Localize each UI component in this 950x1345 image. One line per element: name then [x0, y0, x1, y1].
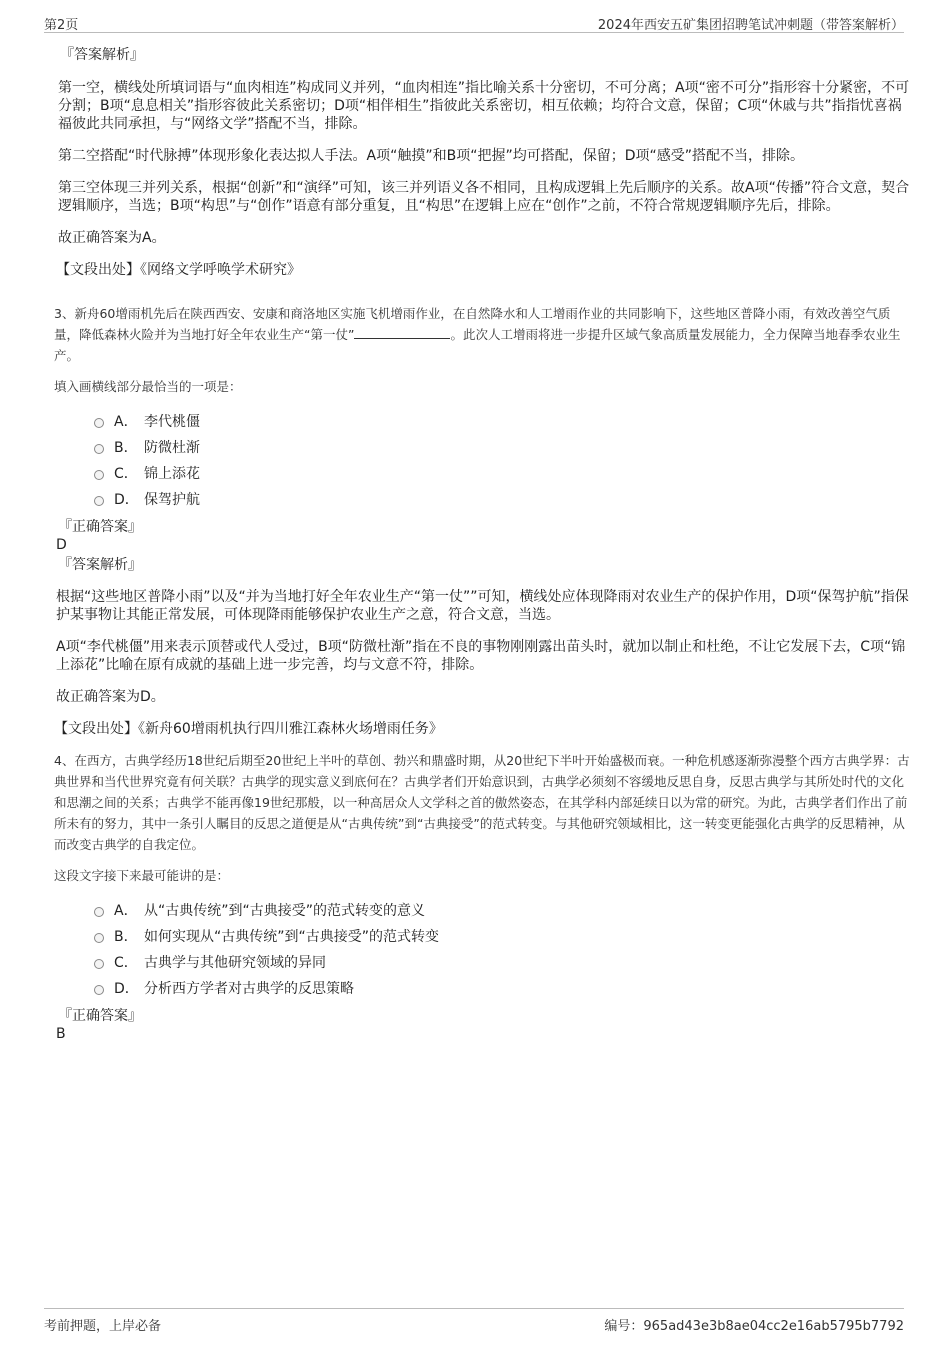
q4-options — [54, 897, 910, 1001]
question-4 — [54, 750, 910, 1043]
footer-slogan: 考前押题，上岸必备 — [44, 1319, 162, 1334]
q3-prompt: 填入画横线部分最恰当的一项是： — [54, 379, 242, 394]
option-text: 古典学与其他研究领域的异同 — [144, 955, 326, 971]
option-letter: A． — [114, 414, 138, 430]
option-letter: D． — [114, 492, 139, 508]
q3-option-b[interactable] — [94, 434, 910, 460]
option-text: 锦上添花 — [144, 466, 200, 482]
q2-analysis-section — [56, 46, 910, 279]
q3-option-c[interactable] — [94, 460, 910, 486]
q3-option-d[interactable] — [94, 486, 910, 512]
q2-final-answer: 故正确答案为A。 — [58, 230, 166, 246]
q2-analysis-paragraph-1: 第一空，横线处所填词语与“血肉相连”构成同义并列，“血肉相连”指比喻关系十分密切，不可分离；A项“密不可分”指形容十分紧密，不可分割；B项“息息相关”指形容彼此关系密切；D项“相伴相生”指彼此关系密切，相互依赖；均符合文意，保留；C项“休戚与共”指指忧喜祸福彼此共同承担，与“网络文学”搭配不当，排除。 — [58, 80, 910, 132]
option-text: 从“古典传统”到“古典接受”的范式转变的意义 — [144, 903, 426, 919]
q3-answer: D — [56, 537, 67, 553]
option-text: 分析西方学者对古典学的反思策略 — [144, 981, 354, 997]
option-letter: B． — [114, 440, 138, 456]
q2-analysis-paragraph-2: 第二空搭配“时代脉搏”体现形象化表达拟人手法。A项“触摸”和B项“把握”均可搭配，保留；D项“感受”搭配不当，排除。 — [58, 148, 804, 164]
option-letter: C． — [114, 466, 138, 482]
radio-icon[interactable] — [94, 444, 104, 454]
document-title: 2024年西安五矿集团招聘笔试冲刺题（带答案解析） — [597, 18, 904, 33]
q3-source: 【文段出处】《新舟60增雨机执行四川雅江森林火场增雨任务》 — [54, 721, 443, 737]
q4-option-d[interactable] — [94, 975, 910, 1001]
radio-icon[interactable] — [94, 470, 104, 480]
radio-icon[interactable] — [94, 985, 104, 995]
page-footer — [44, 1308, 904, 1333]
q4-answer-label: 『正确答案』 — [58, 1008, 142, 1024]
question-3 — [54, 303, 910, 738]
q4-option-b[interactable] — [94, 923, 910, 949]
radio-icon[interactable] — [94, 933, 104, 943]
option-text: 保驾护航 — [144, 492, 200, 508]
q4-answer: B — [56, 1026, 66, 1042]
radio-icon[interactable] — [94, 418, 104, 428]
q3-option-a[interactable] — [94, 408, 910, 434]
radio-icon[interactable] — [94, 959, 104, 969]
option-text: 李代桃僵 — [144, 414, 200, 430]
option-text: 防微杜渐 — [144, 440, 200, 456]
page-header — [44, 12, 904, 33]
q3-analysis-paragraph-2: A项“李代桃僵”用来表示顶替或代人受过，B项“防微杜渐”指在不良的事物刚刚露出苗头时，就加以制止和杜绝，不让它发展下去，C项“锦上添花”比喻在原有成就的基础上进一步完善，均与文意不符，排除。 — [56, 639, 906, 673]
option-letter: C． — [114, 955, 138, 971]
q3-stem-before: 3、新舟60增雨机先后在陕西西安、安康和商洛地区实施飞机增雨作业，在自然降水和人工增雨作业的共同影响下，这些地区普降小雨，有效改善空气质量，降低森林火险并为当地打好全年农业生产“第一仗” — [54, 306, 891, 342]
q3-analysis-label: 『答案解析』 — [58, 557, 142, 573]
q3-final-answer: 故正确答案为D。 — [56, 689, 165, 705]
option-text: 如何实现从“古典传统”到“古典接受”的范式转变 — [144, 929, 440, 945]
option-letter: B． — [114, 929, 138, 945]
option-letter: A． — [114, 903, 138, 919]
q3-stem-after: 。此次人工增雨将进一步提升区域气象高质量发展能力，全力保障当地春季农业生产。 — [54, 327, 901, 363]
q3-stem — [54, 303, 910, 366]
radio-icon[interactable] — [94, 907, 104, 917]
page-number: 第2页 — [44, 18, 79, 33]
q3-answer-label: 『正确答案』 — [58, 519, 142, 535]
radio-icon[interactable] — [94, 496, 104, 506]
q3-analysis-paragraph-1: 根据“这些地区普降小雨”以及“并为当地打好全年农业生产“第一仗””可知，横线处应体现降雨对农业生产的保护作用，D项“保驾护航”指保护某事物让其能正常发展，可体现降雨能够保护农业生产之意，符合文意，当选。 — [56, 589, 909, 623]
q2-analysis-label: 『答案解析』 — [60, 47, 144, 63]
q4-option-c[interactable] — [94, 949, 910, 975]
q2-source: 【文段出处】《网络文学呼唤学术研究》 — [56, 262, 301, 278]
q2-analysis-paragraph-3: 第三空体现三并列关系，根据“创新”和“演绎”可知，该三并列语义各不相同，且构成逻辑上先后顺序的关系。故A项“传播”符合文意，契合逻辑顺序，当选；B项“构思”与“创作”语意有部分重复，且“构思”在逻辑上应在“创作”之前，不符合常规逻辑顺序先后，排除。 — [58, 180, 910, 214]
q4-stem: 4、在西方，古典学经历18世纪后期至20世纪上半叶的草创、勃兴和鼎盛时期，从20世纪下半叶开始盛极而衰。一种危机感逐渐弥漫整个西方古典学界：古典世界和当代世界究竟有何关联？古典学的现实意义到底何在？古典学者们开始意识到，古典学必须刻不容缓地反思自身，反思古典学与其所处时代的文化和思潮之间的关系；古典学不能再像19世纪那般，以一种高居众人文学科之首的傲然姿态，在其学科内部延续日以为常的研究。为此，古典学者们作出了前所未有的努力，其中一条引人瞩目的反思之道便是从“古典传统”到“古典接受”的范式转变。与其他研究领域相比，这一转变更能强化古典学的反思精神，从而改变古典学的自我定位。 — [54, 753, 910, 852]
q3-blank — [354, 326, 450, 339]
q4-option-a[interactable] — [94, 897, 910, 923]
document-body — [56, 46, 910, 1043]
q3-options — [54, 408, 910, 512]
option-letter: D． — [114, 981, 139, 997]
document-id: 编号：965ad43e3b8ae04cc2e16ab5795b7792 — [604, 1319, 904, 1334]
q4-prompt: 这段文字接下来最可能讲的是： — [54, 868, 230, 883]
